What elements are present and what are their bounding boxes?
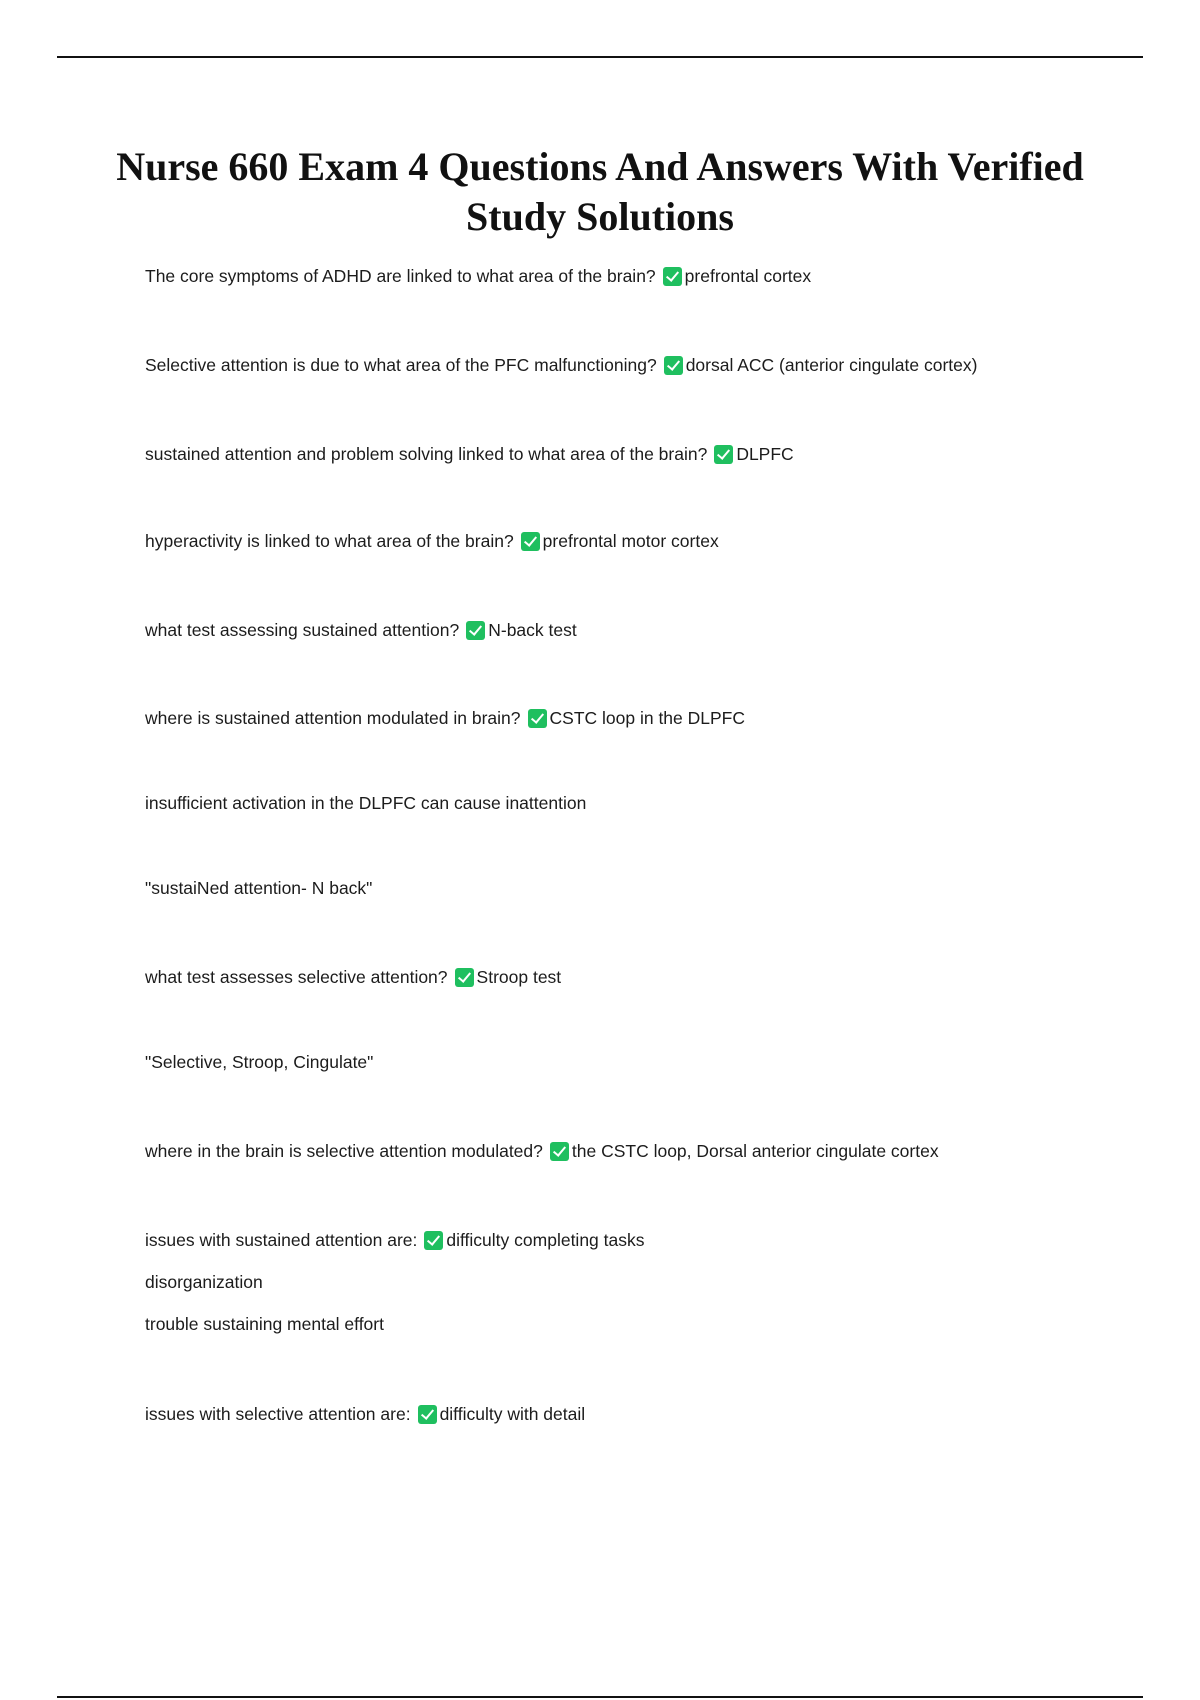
footer-rule: [57, 1696, 1143, 1698]
answer-text: CSTC loop in the DLPFC: [549, 708, 746, 728]
green-check-icon: [714, 445, 733, 464]
qa-item: [145, 619, 577, 641]
green-check-icon: [528, 709, 547, 728]
green-check-icon: [455, 968, 474, 987]
answer-text: Stroop test: [476, 967, 562, 987]
question-text: Selective attention is due to what area of the PFC malfunctioning?: [145, 355, 657, 375]
note-text: insufficient activation in the DLPFC can cause inattention: [145, 793, 587, 813]
note-text: "Selective, Stroop, Cingulate": [145, 1052, 374, 1072]
green-check-icon: [521, 532, 540, 551]
question-text: what test assessing sustained attention?: [145, 620, 460, 640]
header-rule: [57, 56, 1143, 58]
answer-text: the CSTC loop, Dorsal anterior cingulate cortex: [571, 1141, 939, 1161]
green-check-icon: [664, 356, 683, 375]
green-check-icon: [466, 621, 485, 640]
green-check-icon: [418, 1405, 437, 1424]
question-text: sustained attention and problem solving linked to what area of the brain?: [145, 444, 708, 464]
question-text: issues with selective attention are:: [145, 1404, 411, 1424]
question-text: where is sustained attention modulated in brain?: [145, 708, 521, 728]
question-text: The core symptoms of ADHD are linked to what area of the brain?: [145, 266, 656, 286]
note-item: [145, 877, 372, 899]
qa-item: [145, 707, 745, 729]
qa-item: [145, 966, 561, 988]
answer-continuation: trouble sustaining mental effort: [145, 1314, 384, 1334]
note-item: [145, 1051, 373, 1073]
answer-text: N-back test: [488, 620, 577, 640]
qa-item: [145, 530, 719, 552]
answer-text: prefrontal motor cortex: [542, 531, 719, 551]
answer-continuation: disorganization: [145, 1272, 263, 1292]
qa-item: [145, 265, 811, 287]
green-check-icon: [663, 267, 682, 286]
question-text: what test assesses selective attention?: [145, 967, 448, 987]
qa-item: [145, 354, 977, 376]
qa-item: [145, 443, 794, 465]
answer-text: difficulty with detail: [439, 1404, 586, 1424]
green-check-icon: [424, 1231, 443, 1250]
answer-text: DLPFC: [736, 444, 794, 464]
document-title: Nurse 660 Exam 4 Questions And Answers With Verified Study Solutions: [116, 144, 1084, 239]
answer-text: prefrontal cortex: [684, 266, 812, 286]
answer-text: dorsal ACC (anterior cingulate cortex): [685, 355, 978, 375]
note-item: [145, 792, 586, 814]
question-text: issues with sustained attention are:: [145, 1230, 418, 1250]
qa-item: [145, 1403, 585, 1425]
qa-item: [145, 1140, 939, 1162]
question-text: where in the brain is selective attention modulated?: [145, 1141, 543, 1161]
green-check-icon: [550, 1142, 569, 1161]
question-text: hyperactivity is linked to what area of the brain?: [145, 531, 514, 551]
qa-item: [145, 1229, 645, 1251]
answer-text: difficulty completing tasks: [446, 1230, 645, 1250]
note-text: "sustaiNed attention- N back": [145, 878, 373, 898]
